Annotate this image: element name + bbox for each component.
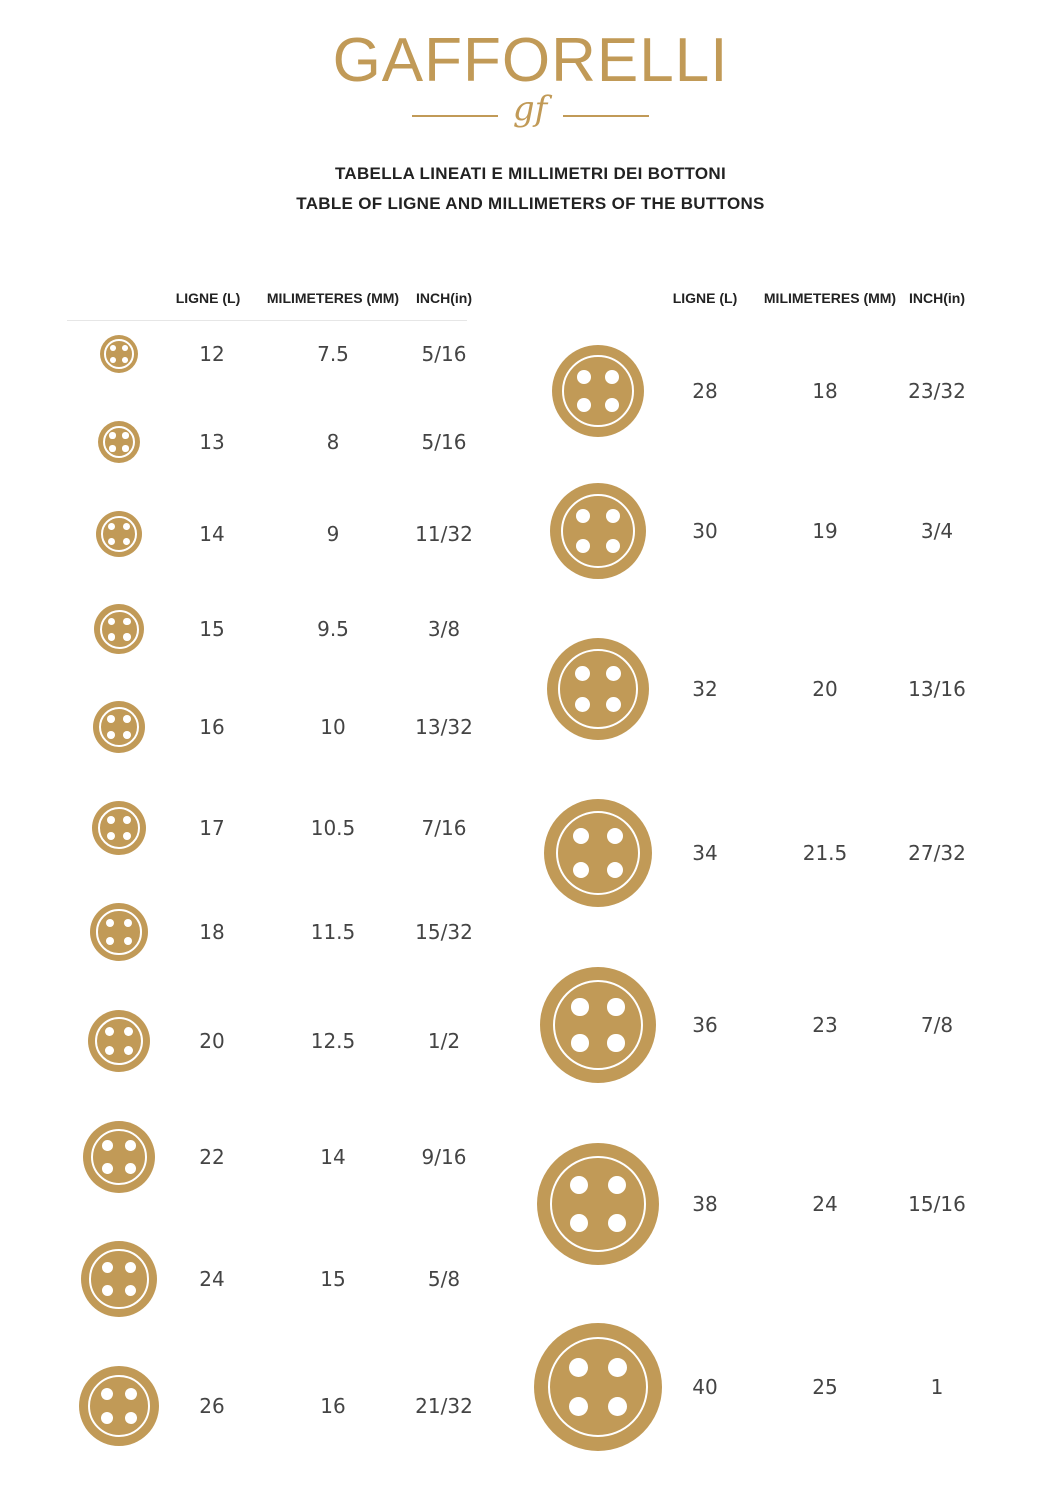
left-header-inch: INCH(in) — [416, 290, 472, 306]
button-size-icon — [547, 638, 649, 740]
millimeters-value: 14 — [320, 1145, 346, 1169]
button-size-icon — [88, 1010, 150, 1072]
inch-value: 7/8 — [920, 1013, 954, 1037]
ligne-value: 36 — [692, 1013, 718, 1037]
left-header-divider — [67, 320, 467, 321]
button-size-icon — [534, 1323, 662, 1451]
button-size-icon — [81, 1241, 157, 1317]
millimeters-value: 16 — [320, 1394, 346, 1418]
inch-value: 13/32 — [415, 715, 473, 739]
button-size-icon — [83, 1121, 155, 1193]
millimeters-value: 18 — [812, 379, 838, 403]
millimeters-value: 9 — [326, 522, 340, 546]
ligne-value: 38 — [692, 1192, 718, 1216]
button-size-icon — [98, 421, 140, 463]
button-size-icon — [537, 1143, 659, 1265]
millimeters-value: 25 — [812, 1375, 838, 1399]
inch-value: 3/4 — [920, 519, 954, 543]
inch-value: 1/2 — [427, 1029, 461, 1053]
millimeters-value: 12.5 — [310, 1029, 356, 1053]
title-italian: TABELLA LINEATI E MILLIMETRI DEI BOTTONI — [334, 164, 726, 183]
logo-rule-left — [412, 115, 498, 117]
brand-monogram: gf — [512, 89, 548, 129]
inch-value: 9/16 — [421, 1145, 467, 1169]
ligne-value: 26 — [199, 1394, 225, 1418]
ligne-value: 15 — [199, 617, 225, 641]
ligne-value: 30 — [692, 519, 718, 543]
right-header-millimeters: MILIMETERES (MM) — [763, 290, 897, 306]
left-header-ligne: LIGNE (L) — [175, 290, 241, 306]
ligne-value: 14 — [199, 522, 225, 546]
inch-value: 27/32 — [908, 841, 966, 865]
logo-rule-right — [563, 115, 649, 117]
right-header-ligne: LIGNE (L) — [672, 290, 738, 306]
inch-value: 5/16 — [421, 342, 467, 366]
millimeters-value: 20 — [812, 677, 838, 701]
button-size-icon — [96, 511, 142, 557]
inch-value: 1 — [930, 1375, 944, 1399]
ligne-value: 12 — [199, 342, 225, 366]
button-size-icon — [544, 799, 652, 907]
millimeters-value: 10.5 — [310, 816, 356, 840]
button-size-icon — [90, 903, 148, 961]
left-header-millimeters: MILIMETERES (MM) — [266, 290, 400, 306]
brand-logo-text: GAFFORELLI — [332, 26, 729, 95]
right-header-inch: INCH(in) — [909, 290, 965, 306]
ligne-value: 16 — [199, 715, 225, 739]
ligne-value: 20 — [199, 1029, 225, 1053]
millimeters-value: 10 — [320, 715, 346, 739]
inch-value: 7/16 — [421, 816, 467, 840]
ligne-value: 17 — [199, 816, 225, 840]
ligne-value: 32 — [692, 677, 718, 701]
button-size-icon — [93, 701, 145, 753]
ligne-value: 34 — [692, 841, 718, 865]
inch-value: 3/8 — [427, 617, 461, 641]
millimeters-value: 23 — [812, 1013, 838, 1037]
inch-value: 15/32 — [415, 920, 473, 944]
button-size-icon — [92, 801, 146, 855]
inch-value: 11/32 — [415, 522, 473, 546]
button-size-icon — [550, 483, 646, 579]
inch-value: 21/32 — [415, 1394, 473, 1418]
button-size-icon — [79, 1366, 159, 1446]
millimeters-value: 19 — [812, 519, 838, 543]
millimeters-value: 15 — [320, 1267, 346, 1291]
ligne-value: 40 — [692, 1375, 718, 1399]
button-size-icon — [552, 345, 644, 437]
ligne-value: 18 — [199, 920, 225, 944]
inch-value: 13/16 — [908, 677, 966, 701]
ligne-value: 24 — [199, 1267, 225, 1291]
millimeters-value: 11.5 — [310, 920, 356, 944]
millimeters-value: 8 — [326, 430, 340, 454]
millimeters-value: 24 — [812, 1192, 838, 1216]
inch-value: 5/16 — [421, 430, 467, 454]
inch-value: 15/16 — [908, 1192, 966, 1216]
ligne-value: 22 — [199, 1145, 225, 1169]
millimeters-value: 7.5 — [317, 342, 349, 366]
ligne-value: 13 — [199, 430, 225, 454]
millimeters-value: 9.5 — [317, 617, 349, 641]
button-size-icon — [94, 604, 144, 654]
button-size-icon — [100, 335, 138, 373]
button-size-icon — [540, 967, 656, 1083]
millimeters-value: 21.5 — [802, 841, 848, 865]
inch-value: 5/8 — [427, 1267, 461, 1291]
ligne-value: 28 — [692, 379, 718, 403]
inch-value: 23/32 — [908, 379, 966, 403]
title-english: TABLE OF LIGNE AND MILLIMETERS OF THE BUTTONS — [296, 194, 765, 213]
